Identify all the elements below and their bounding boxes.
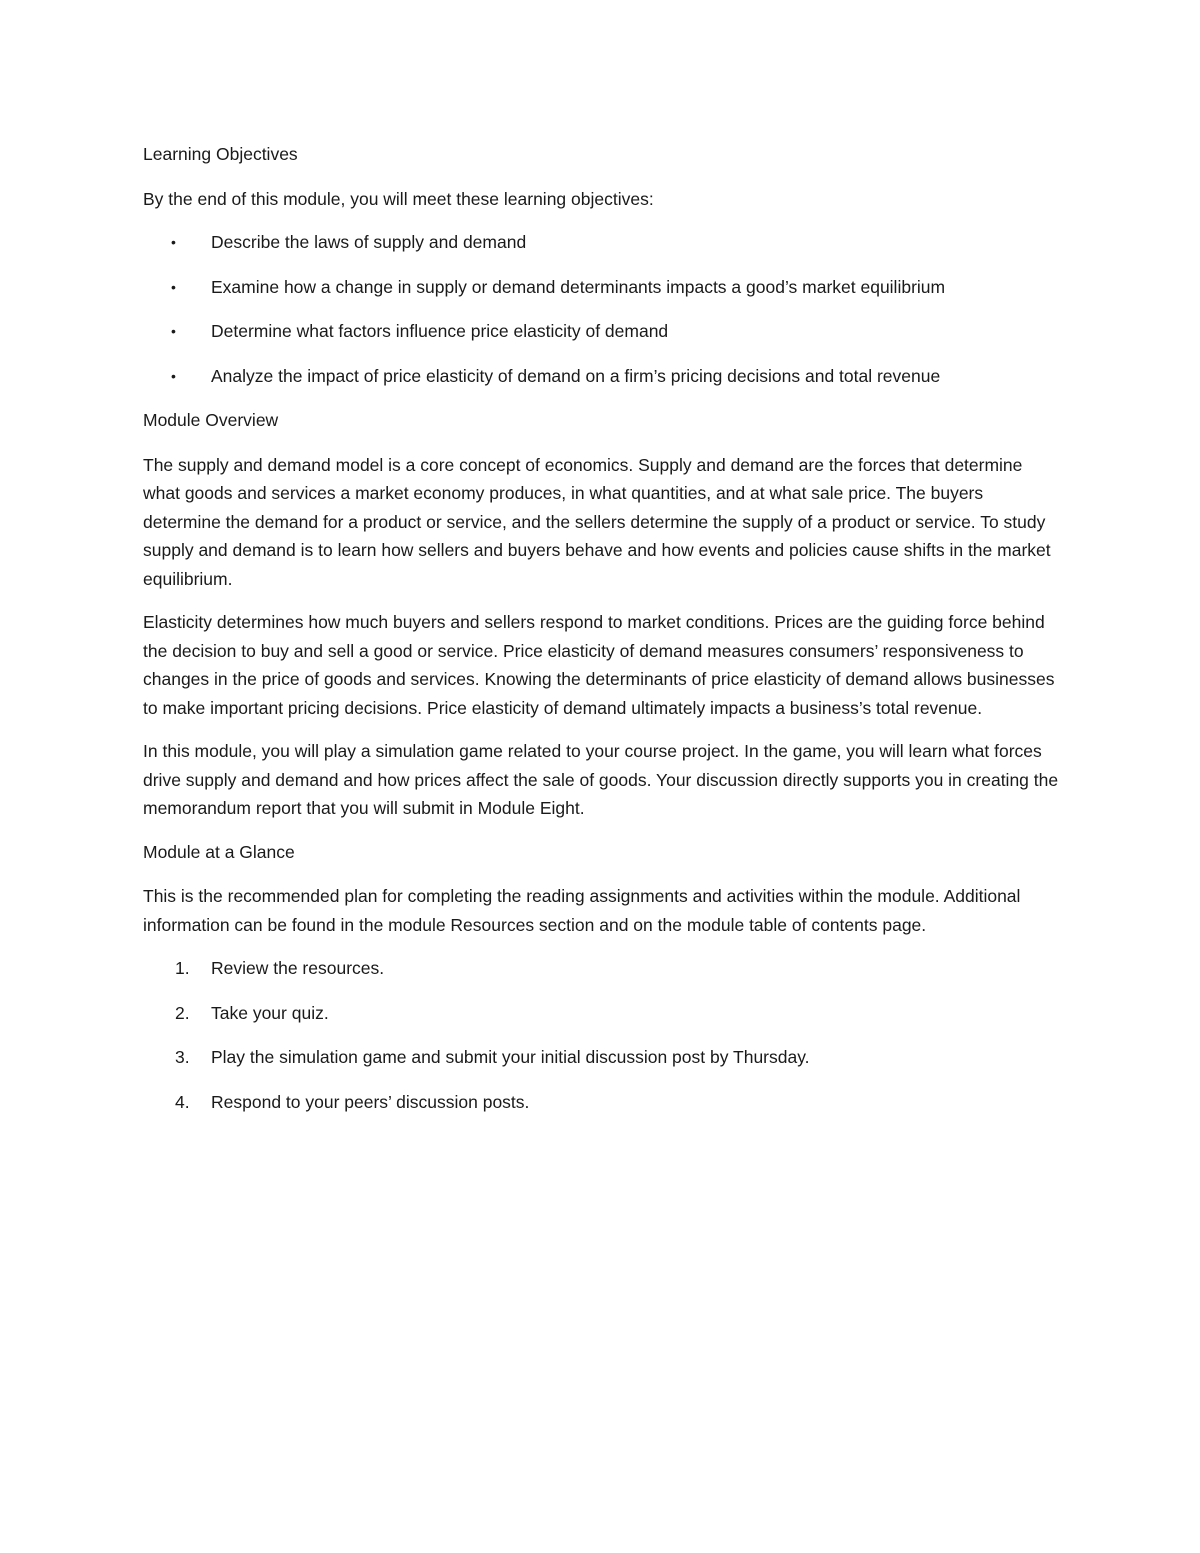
step-text: Respond to your peers’ discussion posts. <box>211 1091 530 1112</box>
step-text: Take your quiz. <box>211 1002 329 1023</box>
overview-paragraph-3: In this module, you will play a simulation game related to your course project. In the game, you will learn what forces drive supply and demand and how prices affect the sale of goods. Your discussion directly supports you in creating the memorandum report that you will submit in Module Eight. <box>143 741 1059 818</box>
list-item <box>143 1088 1063 1117</box>
list-item <box>143 999 1063 1028</box>
bullet-icon: • <box>171 234 176 250</box>
module-overview-heading: Module Overview <box>143 410 279 430</box>
list-item-text: Describe the laws of supply and demand <box>211 232 527 252</box>
list-item <box>143 362 1063 391</box>
list-item <box>143 1043 1063 1072</box>
overview-paragraph-1: The supply and demand model is a core concept of economics. Supply and demand are the forces that determine what goods and services a market economy produces, in what quantities, and at what sale price. The buyers determine the demand for a product or service, and the sellers determine the supply of a product or service. To study supply and demand is to learn how sellers and buyers behave and how events and policies cause shifts in the market equilibrium. <box>143 454 1051 589</box>
list-item-text: Analyze the impact of price elasticity of demand on a firm’s pricing decisions and total revenue <box>211 365 941 386</box>
step-text: Review the resources. <box>211 958 385 978</box>
list-item <box>143 954 1063 983</box>
list-item-text: Determine what factors influence price elasticity of demand <box>211 321 669 341</box>
list-item <box>143 228 1063 257</box>
learning-objectives-list <box>143 228 1063 390</box>
step-number: 1. <box>175 958 190 978</box>
module-at-a-glance-heading: Module at a Glance <box>143 841 295 862</box>
learning-objectives-intro: By the end of this module, you will meet these learning objectives: <box>143 188 654 209</box>
overview-paragraph-2: Elasticity determines how much buyers and sellers respond to market conditions. Prices are the guiding force behind the decision to buy and sell a good or service. Price elasticity of demand measures consumers’ responsiveness to changes in the price of goods and services. Knowing the determinants of price elasticity of demand allows businesses to make important pricing decisions. Price elasticity of demand ultimately impacts a business’s total revenue. <box>143 612 1055 718</box>
bullet-icon: • <box>171 367 176 384</box>
document-body <box>143 140 1063 1132</box>
bullet-icon: • <box>171 278 176 295</box>
bullet-icon: • <box>171 323 176 339</box>
glance-steps-list <box>143 954 1063 1116</box>
step-number: 4. <box>175 1091 190 1112</box>
list-item <box>143 317 1063 346</box>
list-item-text: Examine how a change in supply or demand determinants impacts a good’s market equilibrium <box>211 276 946 297</box>
glance-intro: This is the recommended plan for completing the reading assignments and activities within the module. Additional information can be found in the module Resources section and on the module table of contents page. <box>143 886 1021 935</box>
step-text: Play the simulation game and submit your initial discussion post by Thursday. <box>211 1047 810 1067</box>
list-item <box>143 273 1063 302</box>
step-number: 2. <box>175 1002 190 1023</box>
learning-objectives-heading: Learning Objectives <box>143 144 298 164</box>
step-number: 3. <box>175 1047 190 1067</box>
